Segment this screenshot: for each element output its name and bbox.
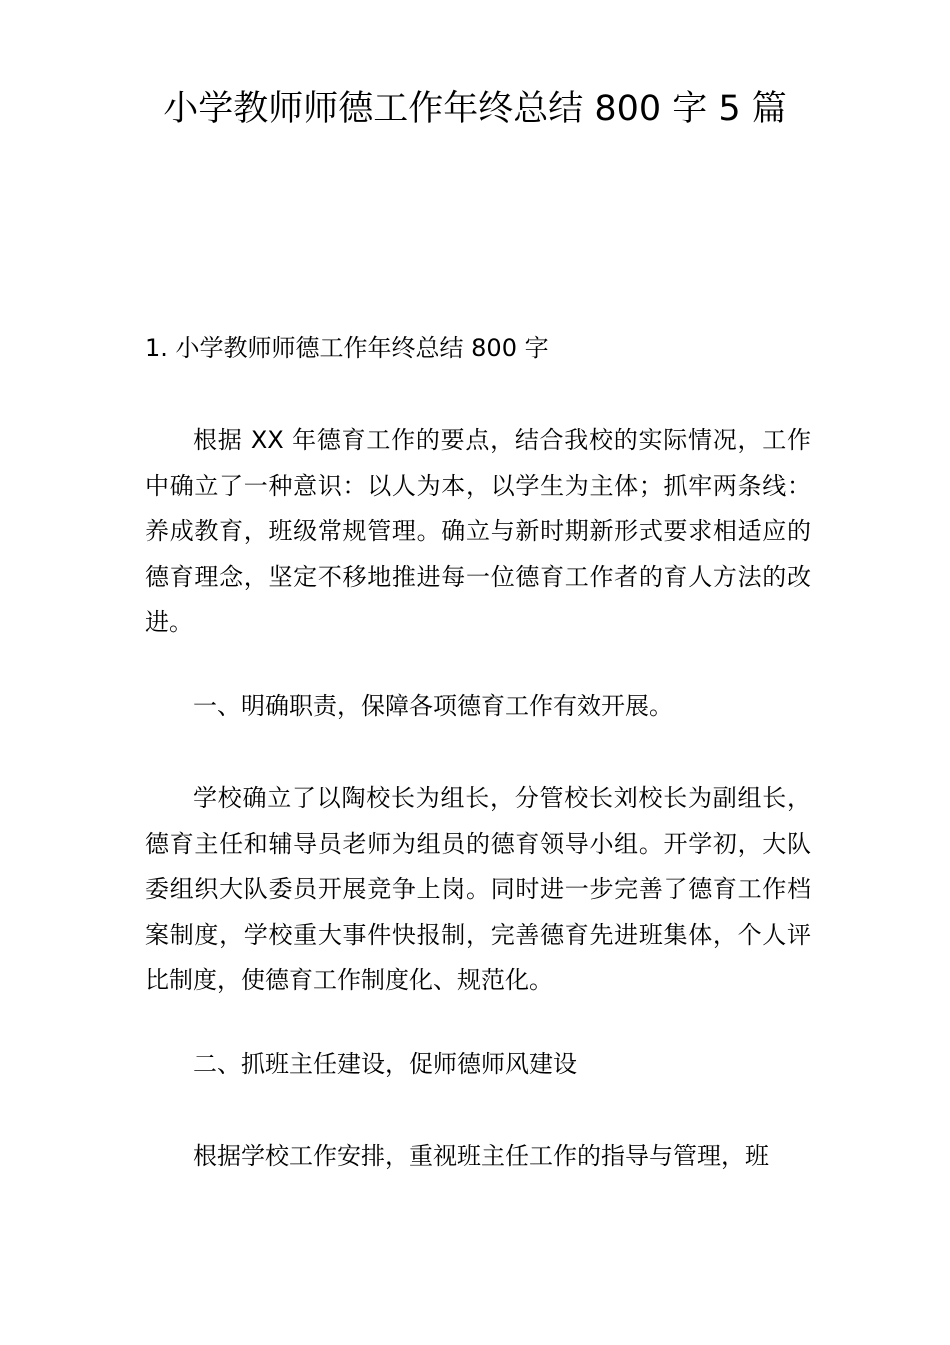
paragraph-work-arrangement: 根据学校工作安排，重视班主任工作的指导与管理，班 [193, 1142, 769, 1170]
paragraph-leadership-group: 学校确立了以陶校长为组长，分管校长刘校长为副组长，德育主任和辅导员老师为组员的德育领导小组。开学初，大队委组织大队委员开展竞争上岗。同时进一步完善了德育工作档案制度，学校重大事件快报制，完善德育先进班集体，个人评比制度，使德育工作制度化、规范化。 [145, 784, 811, 994]
section-heading: 1. 小学教师师德工作年终总结 800 字 [145, 334, 549, 362]
paragraph-intro: 根据 XX 年德育工作的要点，结合我校的实际情况，工作中确立了一种意识：以人为本，以学生为主体；抓牢两条线：养成教育，班级常规管理。确立与新时期新形式要求相适应的德育理念，坚定不移地推进每一位德育工作者的育人方法的改进。 [145, 426, 811, 636]
subheading-responsibilities: 一、明确职责，保障各项德育工作有效开展。 [193, 692, 673, 720]
document-title: 小学教师师德工作年终总结 800 字 5 篇 [163, 89, 787, 129]
subheading-class-teacher: 二、抓班主任建设，促师德师风建设 [193, 1050, 577, 1078]
